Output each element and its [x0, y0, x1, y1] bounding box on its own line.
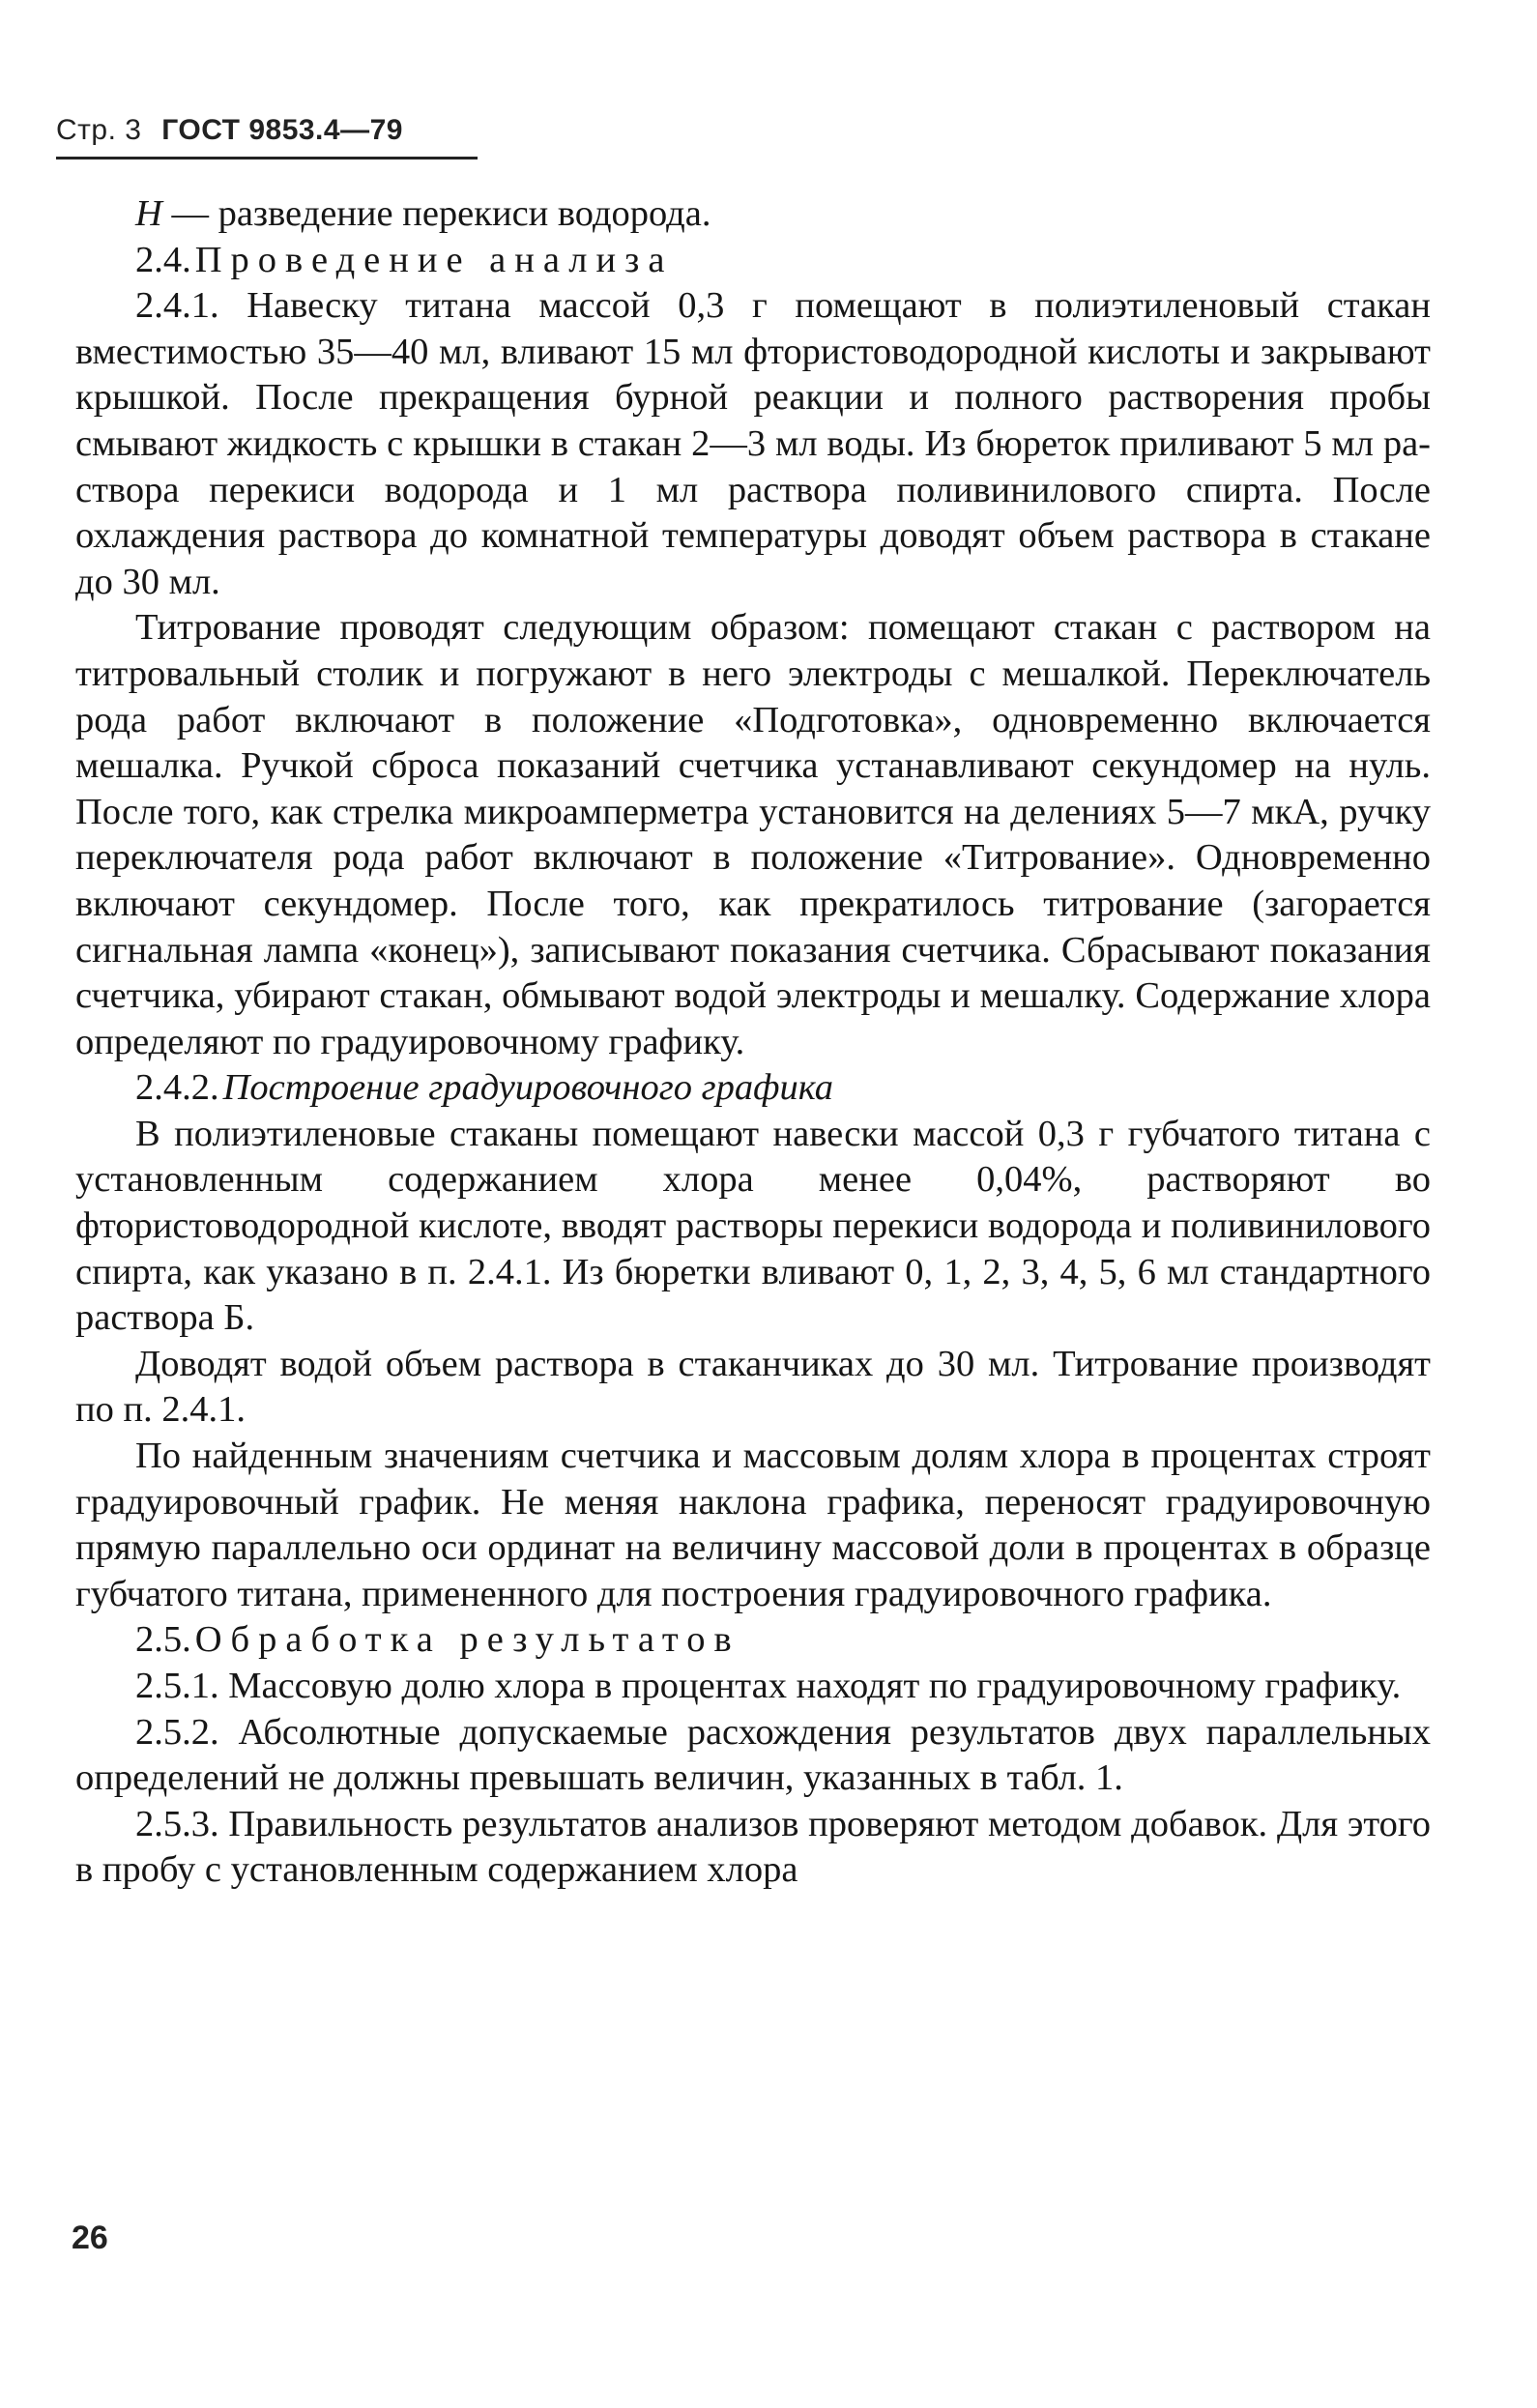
paragraph: В полиэтиленовые стаканы помещают навески массой 0,3 г губчатого титана с установленным содержанием хлора менее 0,04%, растворяют во фтористоводородной кислоте, вводят растворы перекиси водорода и поливинилового спирта, как указано в п. 2.4.1. Из бюретки вливают 0, 1, 2, 3, 4, 5, 6 мл стандартного раствора Б. — [75, 1113, 1431, 1339]
paragraph: По найденным значениям счетчика и массовым долям хлора в процентах строят градуировочный график. Не меняя наклона графика, переносят градуировочную прямую параллельно оси ординат на величину массовой доли в процентах в образце губчатого титана, примененного для построения градуировочного графика. — [75, 1436, 1431, 1614]
section-number: 2.4. — [135, 239, 191, 280]
section-heading — [75, 238, 1431, 284]
paragraph: 2.4.1. Навеску титана массой 0,3 г помещают в полиэтиленовый стакан вместимостью 35—40 мл, вливают 15 мл фтористоводородной кислоты и закрывают крышкой. После прекращения бурной реакции и полного растворения пробы смывают жидкость с крышки в стакан 2—3 мл воды. Из бюреток приливают 5 мл раствора перекиси водорода и 1 мл раствора поливинилового спирта. После охлаждения раствора до комнатной температуры доводят объем раствора в стакане до 30 мл. — [75, 285, 1431, 602]
paragraph: Титрование проводят следующим образом: помещают стакан с раствором на титровальный столик и погружают в него электроды с мешалкой. Переключатель рода работ включают в положение «Подготовка», одновременно включается мешалка. Ручкой сброса показаний счетчика устанавливают секундомер на нуль. После того, как стрелка микроамперметра установится на делениях 5—7 мкА, ручку переключателя рода работ включают в положение «Титрование». Одновременно включают секундомер. После того, как прекратилось титрование (загорается сигнальная лампа «конец»), записывают показания счетчика. Сбрасывают показания счетчика, убирают стакан, обмывают водой электроды и мешалку. Содержание хлора определяют по градуировочному графику. — [75, 607, 1431, 1062]
subsection-title: Построение градуировочного графика — [222, 1067, 834, 1109]
section-title: Обработка результатов — [194, 1619, 740, 1661]
variable-symbol: Н — [135, 193, 162, 234]
paragraph: 2.5.1. Массовую долю хлора в процентах находят по градуировочному графику. — [135, 1666, 1402, 1706]
section-heading — [75, 1617, 1431, 1664]
running-head — [56, 114, 415, 147]
paragraph: Н — разведение перекиси водорода. — [135, 193, 711, 234]
header-rule — [56, 157, 478, 160]
section-title: Проведение анализа — [194, 239, 674, 280]
standard-number: ГОСТ 9853.4—79 — [161, 114, 403, 146]
subsection-heading — [75, 1065, 1431, 1112]
page-number: 26 — [72, 2219, 108, 2256]
subsection-number: 2.4.2. — [135, 1067, 219, 1109]
body-text — [75, 191, 1431, 1894]
paragraph: Доводят водой объем раствора в стаканчиках до 30 мл. Титрование производят по п. 2.4.1. — [75, 1343, 1431, 1431]
paragraph: 2.5.3. Правильность результатов анализов проверяют методом добавок. Для этого в пробу с установленным содержанием хлора — [75, 1803, 1431, 1891]
paragraph: 2.5.2. Абсолютные допускаемые расхождения результатов двух параллельных определений не должны превышать величин, указанных в табл. 1. — [75, 1711, 1431, 1799]
section-number: 2.5. — [135, 1619, 191, 1661]
page-label: Стр. 3 — [56, 114, 142, 146]
